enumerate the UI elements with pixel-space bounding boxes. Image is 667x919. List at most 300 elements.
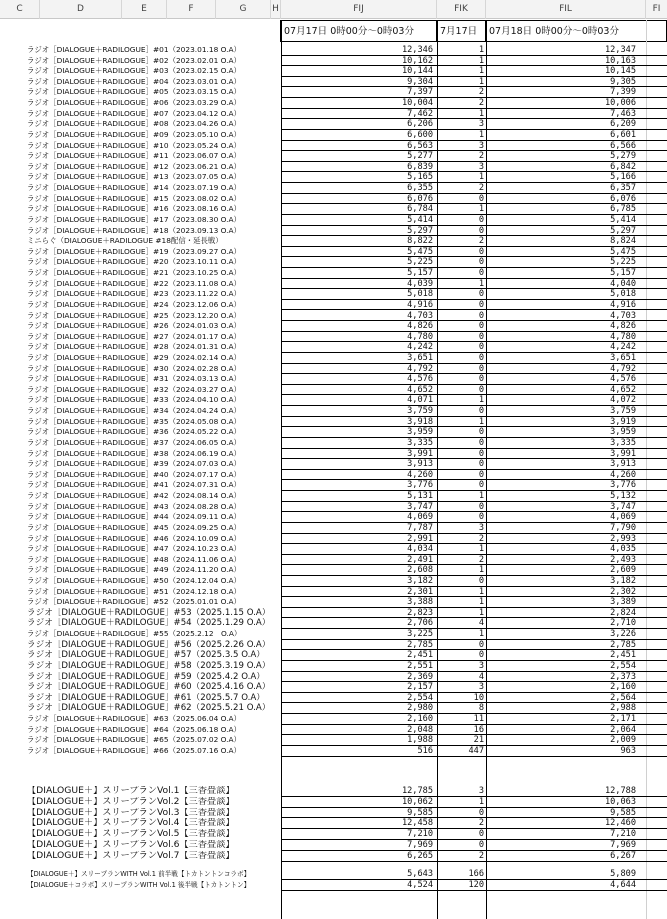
row-title[interactable]: ラジオ［DIALOGUE＋RADILOGUE］#43（2024.08.28 O.A） xyxy=(27,501,241,511)
value-fil[interactable]: 7,210 xyxy=(610,829,636,840)
value-fij[interactable]: 4,260 xyxy=(407,469,433,480)
value-fil[interactable]: 3,651 xyxy=(610,352,636,363)
value-fij[interactable]: 4,703 xyxy=(407,310,433,321)
value-fil[interactable]: 6,267 xyxy=(610,850,636,861)
value-fil[interactable]: 6,076 xyxy=(610,193,636,204)
value-fil[interactable]: 3,913 xyxy=(610,459,636,470)
value-fik[interactable]: 1 xyxy=(478,76,484,87)
row-title[interactable]: ラジオ［DIALOGUE＋RADILOGUE］#39（2024.07.03 O.A） xyxy=(27,459,241,469)
value-fik[interactable]: 1 xyxy=(478,278,484,289)
row-title[interactable]: 【DIALOGUE＋】スリープランVol.4【三香畳談】 xyxy=(27,818,235,829)
value-fik[interactable]: 0 xyxy=(478,501,484,512)
row-title[interactable]: 【DIALOGUE＋】スリープランVol.6【三香畳談】 xyxy=(27,840,235,850)
value-fik[interactable]: 3 xyxy=(478,119,484,130)
value-fik[interactable]: 1 xyxy=(478,629,484,640)
value-fik[interactable]: 2 xyxy=(478,151,484,162)
row-title[interactable]: ラジオ［DIALOGUE＋RADILOGUE］#16（2023.08.16 O.A） xyxy=(27,204,241,214)
value-fil[interactable]: 4,916 xyxy=(610,299,636,310)
value-fij[interactable]: 5,475 xyxy=(407,246,433,257)
value-fij[interactable]: 2,369 xyxy=(407,671,433,682)
value-fik[interactable]: 2 xyxy=(478,554,484,565)
row-title[interactable]: ラジオ［DIALOGUE＋RADILOGUE］#47（2024.10.23 O.A） xyxy=(27,544,241,554)
value-fil[interactable]: 3,747 xyxy=(610,501,636,512)
value-fik[interactable]: 0 xyxy=(478,321,484,332)
value-fik[interactable]: 0 xyxy=(478,214,484,225)
value-fil[interactable]: 4,576 xyxy=(610,374,636,385)
value-fij[interactable]: 4,242 xyxy=(407,342,433,353)
value-fik[interactable]: 0 xyxy=(478,427,484,438)
value-fik[interactable]: 1 xyxy=(478,204,484,215)
row-title[interactable]: ラジオ［DIALOGUE＋RADILOGUE］#65（2025.07.02 O.A） xyxy=(27,735,241,745)
value-fij[interactable]: 3,913 xyxy=(407,459,433,470)
row-title[interactable]: 【DIALOGUE＋】スリープランVol.3【三香畳談】 xyxy=(27,807,235,818)
value-fil[interactable]: 7,790 xyxy=(610,522,636,533)
value-fik[interactable]: 0 xyxy=(478,469,484,480)
row-title[interactable]: ラジオ［DIALOGUE＋RADILOGUE］#49（2024.11.20 O.A） xyxy=(27,565,241,575)
value-fik[interactable]: 0 xyxy=(478,268,484,279)
row-title[interactable]: ラジオ［DIALOGUE＋RADILOGUE］#52（2025.01.01 O.A） xyxy=(27,597,241,607)
value-fil[interactable]: 10,006 xyxy=(604,98,636,109)
value-fik[interactable]: 0 xyxy=(478,246,484,257)
value-fij[interactable]: 6,839 xyxy=(407,161,433,172)
value-fil[interactable]: 4,652 xyxy=(610,384,636,395)
value-fij[interactable]: 2,706 xyxy=(407,618,433,629)
value-fij[interactable]: 5,643 xyxy=(407,869,433,879)
value-fik[interactable]: 1 xyxy=(478,597,484,608)
value-fij[interactable]: 3,651 xyxy=(407,352,433,363)
value-fij[interactable]: 4,069 xyxy=(407,512,433,523)
value-fij[interactable]: 7,397 xyxy=(407,87,433,98)
value-fik[interactable]: 1 xyxy=(478,172,484,183)
row-title[interactable]: ラジオ［DIALOGUE＋RADILOGUE］#26（2024.01.03 O.A） xyxy=(27,321,241,331)
value-fik[interactable]: 0 xyxy=(478,352,484,363)
value-fil[interactable]: 9,585 xyxy=(610,807,636,818)
col-header-fik[interactable]: FIK xyxy=(437,0,486,19)
value-fil[interactable]: 4,040 xyxy=(610,278,636,289)
value-fil[interactable]: 2,710 xyxy=(610,618,636,629)
value-fij[interactable]: 12,785 xyxy=(401,786,433,796)
value-fij[interactable]: 3,335 xyxy=(407,437,433,448)
value-fij[interactable]: 4,826 xyxy=(407,321,433,332)
value-fij[interactable]: 10,144 xyxy=(401,66,433,77)
value-fik[interactable]: 0 xyxy=(478,459,484,470)
row-title[interactable]: 【DIALOGUE＋】スリープランVol.5【三香畳談】 xyxy=(27,829,235,840)
row-title[interactable]: ラジオ［DIALOGUE＋RADILOGUE］#24（2023.12.06 O.A） xyxy=(27,299,241,309)
row-title[interactable]: ラジオ［DIALOGUE＋RADILOGUE］#62（2025.5.21 O.A） xyxy=(27,703,271,714)
value-fil[interactable]: 4,703 xyxy=(610,310,636,321)
value-fik[interactable]: 1 xyxy=(478,108,484,119)
header-cell-fij[interactable]: 07月17日 0時00分～0時03分 xyxy=(280,21,436,42)
value-fil[interactable]: 8,824 xyxy=(610,236,636,247)
value-fil[interactable]: 2,373 xyxy=(610,671,636,682)
row-title[interactable]: ラジオ［DIALOGUE＋RADILOGUE］#12（2023.06.21 O.A） xyxy=(27,161,241,171)
value-fik[interactable]: 16 xyxy=(473,724,484,735)
value-fil[interactable]: 4,826 xyxy=(610,321,636,332)
row-title[interactable]: ラジオ［DIALOGUE＋RADILOGUE］#46（2024.10.09 O.A） xyxy=(27,533,241,543)
value-fij[interactable]: 4,524 xyxy=(407,879,433,890)
value-fik[interactable]: 4 xyxy=(478,618,484,629)
row-title[interactable]: ラジオ［DIALOGUE＋RADILOGUE］#44（2024.09.11 O.A） xyxy=(27,512,241,522)
value-fij[interactable]: 12,458 xyxy=(401,818,433,829)
value-fij[interactable]: 10,004 xyxy=(401,98,433,109)
value-fij[interactable]: 5,018 xyxy=(407,289,433,300)
value-fil[interactable]: 3,226 xyxy=(610,629,636,640)
row-title[interactable]: ラジオ［DIALOGUE＋RADILOGUE］#40（2024.07.17 O.A） xyxy=(27,469,241,479)
value-fij[interactable]: 2,451 xyxy=(407,650,433,661)
value-fik[interactable]: 0 xyxy=(478,480,484,491)
value-fij[interactable]: 7,787 xyxy=(407,522,433,533)
value-fij[interactable]: 6,206 xyxy=(407,119,433,130)
value-fik[interactable]: 0 xyxy=(478,225,484,236)
value-fij[interactable]: 4,916 xyxy=(407,299,433,310)
value-fik[interactable]: 2 xyxy=(478,183,484,194)
value-fil[interactable]: 963 xyxy=(620,745,636,756)
row-title[interactable]: ラジオ［DIALOGUE＋RADILOGUE］#41（2024.07.31 O.A） xyxy=(27,480,241,490)
row-title[interactable]: ラジオ［DIALOGUE＋RADILOGUE］#32（2024.03.27 O.A） xyxy=(27,384,241,394)
col-header-fi[interactable]: FI xyxy=(652,4,661,14)
value-fik[interactable]: 10 xyxy=(473,692,484,703)
row-title[interactable]: ラジオ［DIALOGUE＋RADILOGUE］#31（2024.03.13 O.A） xyxy=(27,374,241,384)
value-fik[interactable]: 1 xyxy=(478,586,484,597)
value-fik[interactable]: 0 xyxy=(478,331,484,342)
value-fil[interactable]: 7,463 xyxy=(610,108,636,119)
value-fij[interactable]: 5,131 xyxy=(407,491,433,502)
value-fik[interactable]: 0 xyxy=(478,650,484,661)
row-title[interactable]: ラジオ［DIALOGUE＋RADILOGUE］#02（2023.02.01 O.A） xyxy=(27,55,241,65)
value-fij[interactable]: 2,785 xyxy=(407,639,433,650)
value-fik[interactable]: 1 xyxy=(478,565,484,576)
value-fij[interactable]: 7,462 xyxy=(407,108,433,119)
row-title[interactable]: ラジオ［DIALOGUE＋RADILOGUE］#57（2025.3.5 O.A） xyxy=(27,650,265,661)
value-fik[interactable]: 447 xyxy=(468,745,484,756)
row-title[interactable]: ラジオ［DIALOGUE＋RADILOGUE］#15（2023.08.02 O.A） xyxy=(27,193,241,203)
value-fil[interactable]: 3,991 xyxy=(610,448,636,459)
value-fik[interactable]: 0 xyxy=(478,193,484,204)
value-fik[interactable]: 3 xyxy=(478,140,484,151)
row-title[interactable]: ラジオ［DIALOGUE＋RADILOGUE］#27（2024.01.17 O.A） xyxy=(27,331,241,341)
value-fik[interactable]: 0 xyxy=(478,576,484,586)
value-fij[interactable]: 3,747 xyxy=(407,501,433,512)
value-fil[interactable]: 7,969 xyxy=(610,840,636,850)
value-fik[interactable]: 8 xyxy=(478,703,484,714)
row-title[interactable]: ラジオ［DIALOGUE＋RADILOGUE］#50（2024.12.04 O.A） xyxy=(27,576,241,585)
value-fil[interactable]: 3,335 xyxy=(610,437,636,448)
value-fij[interactable]: 4,652 xyxy=(407,384,433,395)
value-fik[interactable]: 120 xyxy=(468,879,484,890)
value-fik[interactable]: 1 xyxy=(478,491,484,502)
value-fik[interactable]: 3 xyxy=(478,786,484,796)
value-fij[interactable]: 6,784 xyxy=(407,204,433,215)
row-title[interactable]: ラジオ［DIALOGUE＋RADILOGUE］#03（2023.02.15 O.A） xyxy=(27,66,241,76)
row-title[interactable]: 【DIALOGUE＋】スリープランVol.1【三香畳談】 xyxy=(27,786,235,796)
value-fil[interactable]: 2,993 xyxy=(610,533,636,544)
value-fil[interactable]: 6,842 xyxy=(610,161,636,172)
value-fik[interactable]: 0 xyxy=(478,310,484,321)
col-header-c[interactable]: C xyxy=(0,0,40,19)
value-fij[interactable]: 3,388 xyxy=(407,597,433,608)
value-fil[interactable]: 4,035 xyxy=(610,544,636,555)
value-fik[interactable]: 3 xyxy=(478,161,484,172)
row-title[interactable]: ラジオ［DIALOGUE＋RADILOGUE］#06（2023.03.29 O.A） xyxy=(27,98,241,108)
row-title[interactable]: ラジオ［DIALOGUE＋RADILOGUE］#21（2023.10.25 O.A） xyxy=(27,268,241,278)
header-cell-fik[interactable]: 7月17日 xyxy=(436,21,485,42)
row-title[interactable]: ラジオ［DIALOGUE＋RADILOGUE］#34（2024.04.24 O.A） xyxy=(27,406,241,416)
row-title[interactable]: 【DIALOGUE＋コラボ】スリープランWITH Vol.1 後半戦【トカトントン】 xyxy=(27,880,251,889)
value-fil[interactable]: 12,347 xyxy=(604,45,636,55)
value-fik[interactable]: 0 xyxy=(478,807,484,818)
value-fij[interactable]: 4,576 xyxy=(407,374,433,385)
value-fij[interactable]: 8,822 xyxy=(407,236,433,247)
value-fij[interactable]: 7,969 xyxy=(407,840,433,850)
row-title[interactable]: ラジオ［DIALOGUE＋RADILOGUE］#64（2025.06.18 O.A） xyxy=(27,724,241,734)
value-fik[interactable]: 3 xyxy=(478,682,484,693)
col-header-d[interactable]: D xyxy=(40,0,122,19)
value-fik[interactable]: 3 xyxy=(478,522,484,533)
value-fij[interactable]: 2,160 xyxy=(407,714,433,725)
value-fij[interactable]: 9,304 xyxy=(407,76,433,87)
value-fij[interactable]: 3,918 xyxy=(407,416,433,427)
value-fij[interactable]: 9,585 xyxy=(407,807,433,818)
value-fil[interactable]: 7,399 xyxy=(610,87,636,98)
row-title[interactable]: ラジオ［DIALOGUE＋RADILOGUE］#59（2025.4.2 O.A） xyxy=(27,671,265,682)
col-header-fij[interactable]: FIJ xyxy=(281,0,437,19)
value-fil[interactable]: 2,009 xyxy=(610,735,636,746)
value-fik[interactable]: 2 xyxy=(478,236,484,247)
value-fik[interactable]: 1 xyxy=(478,66,484,77)
value-fil[interactable]: 2,785 xyxy=(610,639,636,650)
value-fil[interactable]: 5,166 xyxy=(610,172,636,183)
value-fik[interactable]: 1 xyxy=(478,796,484,807)
value-fik[interactable]: 21 xyxy=(473,735,484,746)
row-title[interactable]: ラジオ［DIALOGUE＋RADILOGUE］#48（2024.11.06 O.A） xyxy=(27,554,241,564)
value-fij[interactable]: 2,048 xyxy=(407,724,433,735)
col-header-e[interactable]: E xyxy=(122,0,167,19)
col-header-h[interactable]: H xyxy=(271,0,281,19)
value-fik[interactable]: 166 xyxy=(468,869,484,879)
value-fik[interactable]: 1 xyxy=(478,55,484,66)
row-title[interactable]: ラジオ［DIALOGUE＋RADILOGUE］#08（2023.04.26 O.A） xyxy=(27,119,241,129)
row-title[interactable]: ラジオ［DIALOGUE＋RADILOGUE］#13（2023.07.05 O.A） xyxy=(27,172,241,182)
value-fil[interactable]: 4,260 xyxy=(610,469,636,480)
value-fik[interactable]: 2 xyxy=(478,533,484,544)
value-fij[interactable]: 6,563 xyxy=(407,140,433,151)
row-title[interactable]: ラジオ［DIALOGUE＋RADILOGUE］#56（2025.2.26 O.A） xyxy=(27,639,271,650)
value-fij[interactable]: 2,157 xyxy=(407,682,433,693)
value-fil[interactable]: 2,824 xyxy=(610,607,636,618)
value-fik[interactable]: 1 xyxy=(478,395,484,406)
value-fij[interactable]: 5,414 xyxy=(407,214,433,225)
value-fik[interactable]: 0 xyxy=(478,406,484,417)
value-fij[interactable]: 2,991 xyxy=(407,533,433,544)
value-fij[interactable]: 2,301 xyxy=(407,586,433,597)
header-cell-fil[interactable]: 07月18日 0時00分～0時03分 xyxy=(485,21,667,42)
value-fil[interactable]: 6,209 xyxy=(610,119,636,130)
row-title[interactable]: ラジオ［DIALOGUE＋RADILOGUE］#53（2025.1.15 O.A） xyxy=(27,607,271,618)
value-fik[interactable]: 4 xyxy=(478,671,484,682)
value-fik[interactable]: 0 xyxy=(478,512,484,523)
row-title[interactable]: ラジオ［DIALOGUE＋RADILOGUE］#63（2025.06.04 O.A） xyxy=(27,714,241,724)
value-fil[interactable]: 5,475 xyxy=(610,246,636,257)
value-fij[interactable]: 5,225 xyxy=(407,257,433,268)
value-fil[interactable]: 6,785 xyxy=(610,204,636,215)
value-fij[interactable]: 6,076 xyxy=(407,193,433,204)
value-fik[interactable]: 1 xyxy=(478,416,484,427)
value-fil[interactable]: 5,297 xyxy=(610,225,636,236)
row-title[interactable]: ラジオ［DIALOGUE＋RADILOGUE］#10（2023.05.24 O.A） xyxy=(27,140,241,150)
value-fij[interactable]: 3,759 xyxy=(407,406,433,417)
row-title[interactable]: ラジオ［DIALOGUE＋RADILOGUE］#17（2023.08.30 O.A） xyxy=(27,214,241,224)
value-fil[interactable]: 3,389 xyxy=(610,597,636,608)
value-fil[interactable]: 4,792 xyxy=(610,363,636,374)
row-title[interactable]: ラジオ［DIALOGUE＋RADILOGUE］#45（2024.09.25 O.A） xyxy=(27,522,241,532)
value-fij[interactable]: 7,210 xyxy=(407,829,433,840)
value-fil[interactable]: 5,018 xyxy=(610,289,636,300)
value-fij[interactable]: 2,980 xyxy=(407,703,433,714)
value-fil[interactable]: 2,302 xyxy=(610,586,636,597)
value-fil[interactable]: 6,357 xyxy=(610,183,636,194)
value-fij[interactable]: 2,608 xyxy=(407,565,433,576)
value-fik[interactable]: 0 xyxy=(478,257,484,268)
value-fij[interactable]: 3,225 xyxy=(407,629,433,640)
value-fij[interactable]: 4,071 xyxy=(407,395,433,406)
value-fij[interactable]: 3,959 xyxy=(407,427,433,438)
value-fik[interactable]: 2 xyxy=(478,98,484,109)
row-title[interactable]: ラジオ［DIALOGUE＋RADILOGUE］#19（2023.09.27 O.A） xyxy=(27,246,241,256)
value-fik[interactable]: 2 xyxy=(478,818,484,829)
value-fil[interactable]: 3,959 xyxy=(610,427,636,438)
row-title[interactable]: 【DIALOGUE＋】スリープランWITH Vol.1 前半戦【トカトントンコラボ】 xyxy=(27,870,251,878)
value-fij[interactable]: 3,776 xyxy=(407,480,433,491)
value-fil[interactable]: 3,182 xyxy=(610,576,636,586)
value-fil[interactable]: 5,225 xyxy=(610,257,636,268)
value-fil[interactable]: 10,163 xyxy=(604,55,636,66)
value-fij[interactable]: 6,600 xyxy=(407,129,433,140)
value-fik[interactable]: 2 xyxy=(478,87,484,98)
value-fil[interactable]: 5,157 xyxy=(610,268,636,279)
value-fil[interactable]: 5,132 xyxy=(610,491,636,502)
value-fil[interactable]: 9,305 xyxy=(610,76,636,87)
col-header-g[interactable]: G xyxy=(216,0,271,19)
value-fik[interactable]: 0 xyxy=(478,639,484,650)
value-fil[interactable]: 3,776 xyxy=(610,480,636,491)
value-fij[interactable]: 5,297 xyxy=(407,225,433,236)
value-fik[interactable]: 11 xyxy=(473,714,484,725)
value-fil[interactable]: 10,063 xyxy=(604,796,636,807)
row-title[interactable]: ラジオ［DIALOGUE＋RADILOGUE］#14（2023.07.19 O.A） xyxy=(27,183,241,193)
value-fik[interactable]: 0 xyxy=(478,840,484,850)
row-title[interactable]: ラジオ［DIALOGUE＋RADILOGUE］#05（2023.03.15 O.A） xyxy=(27,87,241,97)
value-fik[interactable]: 2 xyxy=(478,850,484,861)
value-fil[interactable]: 4,644 xyxy=(610,879,636,890)
value-fij[interactable]: 5,165 xyxy=(407,172,433,183)
value-fil[interactable]: 2,493 xyxy=(610,554,636,565)
value-fik[interactable]: 0 xyxy=(478,437,484,448)
row-title[interactable]: ラジオ［DIALOGUE＋RADILOGUE］#54（2025.1.29 O.A） xyxy=(27,618,271,629)
row-title[interactable]: ラジオ［DIALOGUE＋RADILOGUE］#33（2024.04.10 O.A） xyxy=(27,395,241,405)
row-title[interactable]: ラジオ［DIALOGUE＋RADILOGUE］#04（2023.03.01 O.A） xyxy=(27,76,241,86)
value-fil[interactable]: 2,171 xyxy=(610,714,636,725)
value-fil[interactable]: 2,564 xyxy=(610,692,636,703)
value-fil[interactable]: 2,988 xyxy=(610,703,636,714)
value-fil[interactable]: 12,788 xyxy=(604,786,636,796)
value-fil[interactable]: 3,759 xyxy=(610,406,636,417)
row-title[interactable]: ラジオ［DIALOGUE＋RADILOGUE］#01（2023.01.18 O.A） xyxy=(27,45,241,54)
value-fil[interactable]: 5,809 xyxy=(610,869,636,879)
value-fil[interactable]: 3,919 xyxy=(610,416,636,427)
row-title[interactable]: ラジオ［DIALOGUE＋RADILOGUE］#20（2023.10.11 O.A） xyxy=(27,257,241,267)
row-title[interactable]: ラジオ［DIALOGUE＋RADILOGUE］#22（2023.11.08 O.A） xyxy=(27,278,241,288)
value-fij[interactable]: 516 xyxy=(417,745,433,756)
row-title[interactable]: ラジオ［DIALOGUE＋RADILOGUE］#35（2024.05.08 O.A） xyxy=(27,416,241,426)
value-fik[interactable]: 0 xyxy=(478,374,484,385)
row-title[interactable]: ラジオ［DIALOGUE＋RADILOGUE］#66（2025.07.16 O.A） xyxy=(27,745,241,755)
value-fil[interactable]: 2,064 xyxy=(610,724,636,735)
row-title[interactable]: ラジオ［DIALOGUE＋RADILOGUE］#61（2025.5.7 O.A） xyxy=(27,692,265,703)
row-title[interactable]: ラジオ［DIALOGUE＋RADILOGUE］#37（2024.06.05 O.A） xyxy=(27,437,241,447)
value-fij[interactable]: 10,162 xyxy=(401,55,433,66)
row-title[interactable]: ラジオ［DIALOGUE＋RADILOGUE］#30（2024.02.28 O.A） xyxy=(27,363,241,373)
value-fik[interactable]: 0 xyxy=(478,289,484,300)
row-title[interactable]: ラジオ［DIALOGUE＋RADILOGUE］#51（2024.12.18 O.A） xyxy=(27,586,241,596)
value-fij[interactable]: 4,034 xyxy=(407,544,433,555)
value-fil[interactable]: 10,145 xyxy=(604,66,636,77)
row-title[interactable]: ラジオ［DIALOGUE＋RADILOGUE］#11（2023.06.07 O.A） xyxy=(27,151,241,161)
value-fij[interactable]: 2,554 xyxy=(407,692,433,703)
row-title[interactable]: ラジオ［DIALOGUE＋RADILOGUE］#42（2024.08.14 O.A） xyxy=(27,491,241,501)
value-fil[interactable]: 2,554 xyxy=(610,660,636,671)
row-title[interactable]: 【DIALOGUE＋】スリープランVol.7【三香畳談】 xyxy=(27,850,235,861)
value-fij[interactable]: 3,182 xyxy=(407,576,433,586)
row-title[interactable]: ラジオ［DIALOGUE＋RADILOGUE］#60（2025.4.16 O.A） xyxy=(27,682,271,693)
value-fij[interactable]: 2,823 xyxy=(407,607,433,618)
row-title[interactable]: ラジオ［DIALOGUE＋RADILOGUE］#58（2025.3.19 O.A） xyxy=(27,660,271,671)
value-fil[interactable]: 2,160 xyxy=(610,682,636,693)
value-fij[interactable]: 6,265 xyxy=(407,850,433,861)
row-title[interactable]: ラジオ［DIALOGUE＋RADILOGUE］#25（2023.12.20 O.A） xyxy=(27,310,241,320)
value-fik[interactable]: 0 xyxy=(478,384,484,395)
value-fil[interactable]: 2,451 xyxy=(610,650,636,661)
value-fil[interactable]: 12,460 xyxy=(604,818,636,829)
value-fij[interactable]: 4,792 xyxy=(407,363,433,374)
value-fik[interactable]: 0 xyxy=(478,299,484,310)
value-fij[interactable]: 2,491 xyxy=(407,554,433,565)
value-fil[interactable]: 4,072 xyxy=(610,395,636,406)
value-fik[interactable]: 1 xyxy=(478,544,484,555)
row-title[interactable]: ラジオ［DIALOGUE＋RADILOGUE］#38（2024.06.19 O.A） xyxy=(27,448,241,458)
value-fik[interactable]: 1 xyxy=(478,607,484,618)
col-header-f[interactable]: F xyxy=(167,0,216,19)
value-fil[interactable]: 5,279 xyxy=(610,151,636,162)
value-fik[interactable]: 1 xyxy=(478,45,484,55)
value-fik[interactable]: 0 xyxy=(478,363,484,374)
value-fij[interactable]: 5,277 xyxy=(407,151,433,162)
value-fik[interactable]: 3 xyxy=(478,660,484,671)
value-fij[interactable]: 5,157 xyxy=(407,268,433,279)
value-fil[interactable]: 4,242 xyxy=(610,342,636,353)
row-title[interactable]: ラジオ［DIALOGUE＋RADILOGUE］#29（2024.02.14 O.A） xyxy=(27,352,241,362)
value-fil[interactable]: 2,609 xyxy=(610,565,636,576)
value-fij[interactable]: 10,062 xyxy=(401,796,433,807)
row-title[interactable]: ラジオ［DIALOGUE＋RADILOGUE］#07（2023.04.12 O.A） xyxy=(27,108,241,118)
row-title[interactable]: ラジオ［DIALOGUE＋RADILOGUE］#55（2025.2.12 O.A） xyxy=(27,629,242,639)
row-title[interactable]: 【DIALOGUE＋】スリープランVol.2【三香畳談】 xyxy=(27,796,235,807)
value-fij[interactable]: 1,988 xyxy=(407,735,433,746)
value-fik[interactable]: 0 xyxy=(478,342,484,353)
value-fil[interactable]: 4,069 xyxy=(610,512,636,523)
col-header-fil[interactable]: FIL xyxy=(486,0,646,19)
value-fil[interactable]: 6,601 xyxy=(610,129,636,140)
row-title[interactable]: ラジオ［DIALOGUE＋RADILOGUE］#28（2024.01.31 O.A） xyxy=(27,342,241,352)
